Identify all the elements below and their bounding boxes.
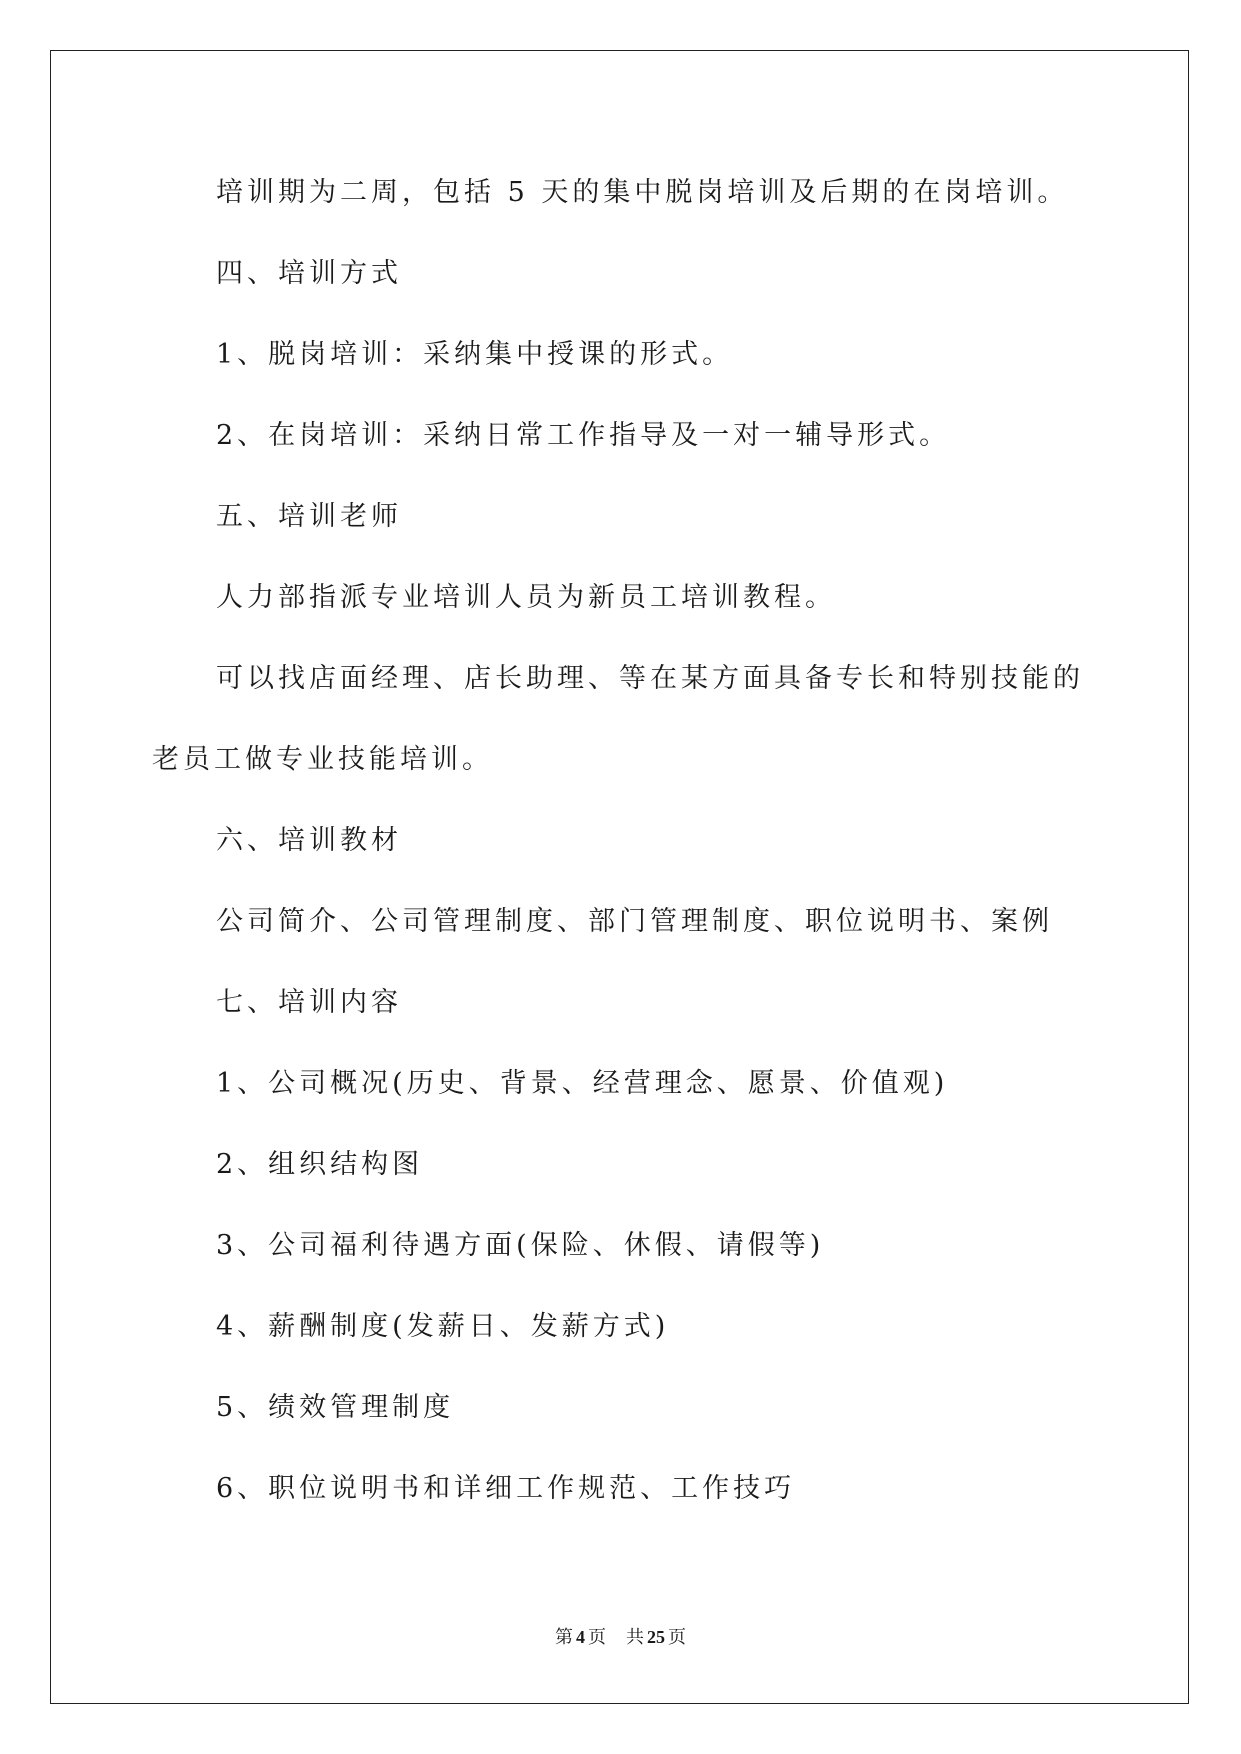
document-body xyxy=(152,152,1152,1529)
page-label-prefix: 第 xyxy=(555,1627,573,1647)
list-item: 3、公司福利待遇方面(保险、休假、请假等) xyxy=(216,1230,825,1261)
paragraph: 人力部指派专业培训人员为新员工培训教程。 xyxy=(216,582,836,613)
list-item: 1、公司概况(历史、背景、经营理念、愿景、价值观) xyxy=(216,1068,949,1099)
section-heading-materials: 六、培训教材 xyxy=(216,825,402,856)
list-item: 4、薪酬制度(发薪日、发薪方式) xyxy=(216,1311,670,1342)
section-heading-trainers: 五、培训老师 xyxy=(216,501,402,532)
paragraph-continuation: 老员工做专业技能培训。 xyxy=(152,744,493,775)
list-item: 6、职位说明书和详细工作规范、工作技巧 xyxy=(216,1473,796,1504)
list-item: 2、在岗培训：采纳日常工作指导及一对一辅导形式。 xyxy=(216,420,951,451)
list-item: 5、绩效管理制度 xyxy=(216,1392,455,1423)
page-footer xyxy=(0,1625,1241,1649)
list-item: 1、脱岗培训：采纳集中授课的形式。 xyxy=(216,339,734,370)
paragraph: 可以找店面经理、店长助理、等在某方面具备专长和特别技能的 xyxy=(216,663,1084,694)
total-label-suffix: 页 xyxy=(668,1627,686,1647)
section-heading-training-method: 四、培训方式 xyxy=(216,258,402,289)
total-pages: 25 xyxy=(647,1627,665,1647)
section-heading-content: 七、培训内容 xyxy=(216,987,402,1018)
page-label-suffix: 页 xyxy=(588,1627,606,1647)
list-item: 2、组织结构图 xyxy=(216,1149,424,1180)
intro-paragraph: 培训期为二周，包括 5 天的集中脱岗培训及后期的在岗培训。 xyxy=(216,177,1069,208)
page-number: 4 xyxy=(576,1627,585,1647)
paragraph: 公司简介、公司管理制度、部门管理制度、职位说明书、案例 xyxy=(216,906,1053,937)
total-label-prefix: 共 xyxy=(626,1627,644,1647)
